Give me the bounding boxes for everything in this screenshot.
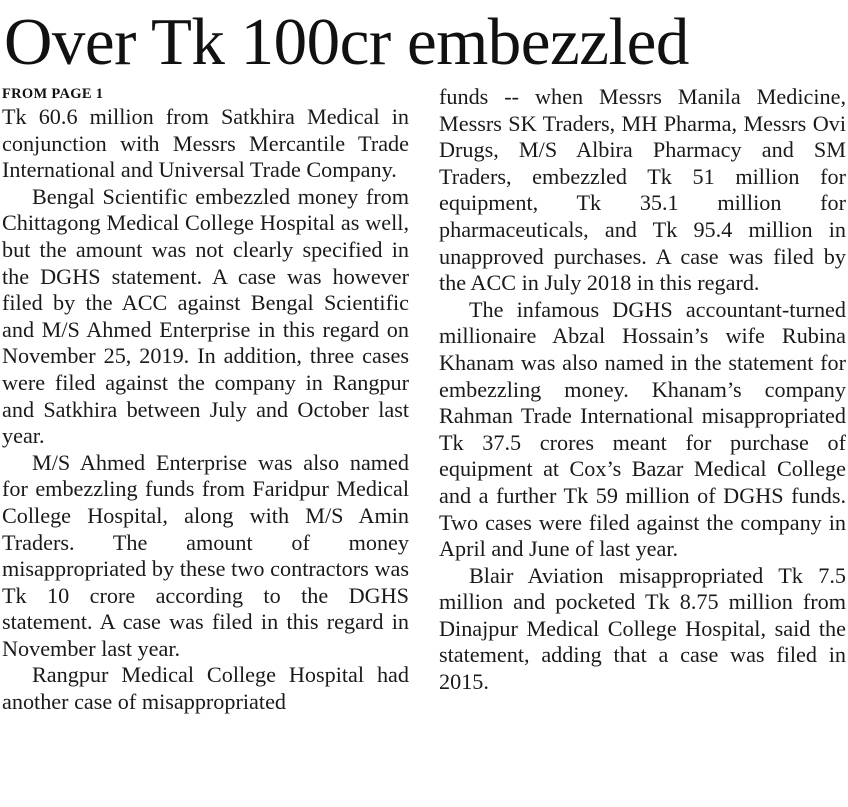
continued-from-label: FROM PAGE 1 (2, 86, 104, 102)
headline: Over Tk 100cr embezzled (4, 5, 689, 79)
paragraph: The infamous DGHS accountant-turned millionaire Abzal Hossain’s wife Rubina Khanam was also named in the statement for embezzling money. Khanam’s company Rahman Trade International misappropriated Tk 37.5 crores meant for purchase of equipment at Cox’s Bazar Medical College and a further Tk 59 million of DGHS funds. Two cases were filed against the company in April and June of last year. (439, 296, 846, 562)
article-column-left (2, 84, 409, 807)
paragraph: Bengal Scientific embezzled money from Chittagong Medical College Hospital as well, but the amount was not clearly specified in the DGHS statement. A case was however filed by the ACC against Bengal Scientific and M/S Ahmed Enterprise in this regard on November 25, 2019. In addition, three cases were filed against the company in Rangpur and Satkhira between July and October last year. (2, 183, 409, 449)
paragraph: M/S Ahmed Enterprise was also named for embezzling funds from Faridpur Medical College Hospital, along with M/S Amin Traders. The amount of money misappropriated by these two contractors was Tk 10 crore according to the DGHS statement. A case was filed in this regard in November last year. (2, 449, 409, 661)
paragraph: Tk 60.6 million from Satkhira Medical in conjunction with Messrs Mercantile Trade International and Universal Trade Company. (2, 104, 409, 183)
paragraph: Rangpur Medical College Hospital had another case of misappropriated (2, 662, 409, 715)
article-column-right (439, 84, 846, 807)
paragraph: Blair Aviation misappropriated Tk 7.5 million and pocketed Tk 8.75 million from Dinajpur Medical College Hospital, said the statement, adding that a case was filed in 2015. (439, 562, 846, 695)
paragraph: funds -- when Messrs Manila Medicine, Messrs SK Traders, MH Pharma, Messrs Ovi Drugs, M/S Albira Pharmacy and SM Traders, embezzled Tk 51 million for equipment, Tk 35.1 million for pharmaceuticals, and Tk 95.4 million in unapproved purchases. A case was filed by the ACC in July 2018 in this regard. (439, 84, 846, 296)
